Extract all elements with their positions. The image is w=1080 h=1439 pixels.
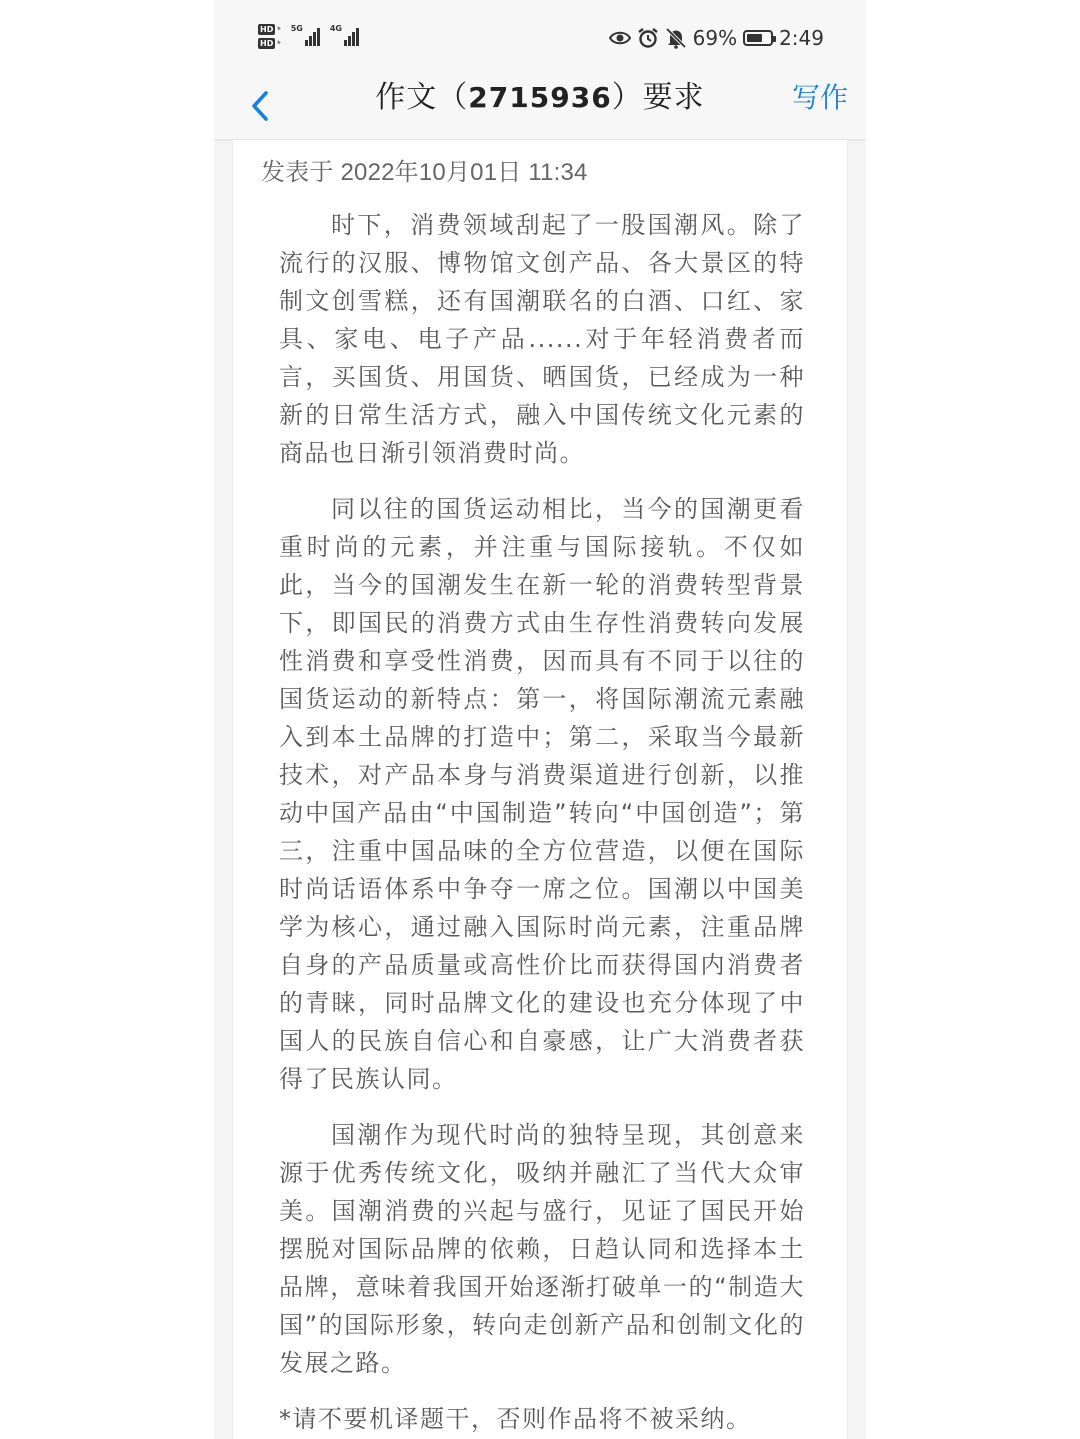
navigation-bar xyxy=(214,74,866,140)
hd-badges xyxy=(258,24,281,49)
mute-bell-icon xyxy=(665,27,687,49)
title-prefix: 作文（ xyxy=(375,80,469,115)
title-suffix: ）要求 xyxy=(611,80,705,115)
post-content xyxy=(279,206,805,1438)
paragraph: 时下，消费领域刮起了一股国潮风。除了流行的汉服、博物馆文创产品、各大景区的特制文创雪糕，还有国潮联名的白酒、口红、家具、家电、电子产品......对于年轻消费者而言，买国货、用国货、晒国货，已经成为一种新的日常生活方式，融入中国传统文化元素的商品也日渐引领消费时尚。 xyxy=(279,211,805,467)
phone-screen xyxy=(214,0,866,1439)
network-indicators xyxy=(258,24,359,49)
hd-badge-2 xyxy=(258,38,281,49)
status-bar xyxy=(214,0,866,74)
alarm-icon xyxy=(637,27,659,49)
post-note: *请不要机译题干，否则作品将不被采纳。 xyxy=(279,1405,752,1433)
page-title xyxy=(214,74,866,122)
hd-label: HD xyxy=(260,25,274,34)
network-type-label: 4G xyxy=(329,24,342,33)
hd-volte-icon: ᵇ xyxy=(277,25,281,34)
title-number: 2715936 xyxy=(468,81,612,114)
network-type-label: 5G xyxy=(290,24,303,33)
clock: 2:49 xyxy=(779,26,824,50)
paragraph: 同以往的国货运动相比，当今的国潮更看重时尚的元素，并注重与国际接轨。不仅如此，当今的国潮发生在新一轮的消费转型背景下，即国民的消费方式由生存性消费转向发展性消费和享受性消费，因而具有不同于以往的国货运动的新特点：第一，将国际潮流元素融入到本土品牌的打造中；第二，采取当今最新技术，对产品本身与消费渠道进行创新，以推动中国产品由“中国制造”转向“中国创造”；第三，注重中国品味的全方位营造，以便在国际时尚话语体系中争夺一席之位。国潮以中国美学为核心，通过融入国际时尚元素，注重品牌自身的产品质量或高性价比而获得国内消费者的青睐，同时品牌文化的建设也充分体现了中国人的民族自信心和自豪感，让广大消费者获得了民族认同。 xyxy=(279,495,805,1093)
post-timestamp: 发表于 2022年10月01日 11:34 xyxy=(261,159,588,186)
write-button[interactable]: 写作 xyxy=(791,81,848,114)
paragraph: 国潮作为现代时尚的独特呈现，其创意来源于优秀传统文化，吸纳并融汇了当代大众审美。国潮消费的兴起与盛行，见证了国民开始摆脱对国际品牌的依赖，日趋认同和选择本土品牌，意味着我国开始逐渐打破单一的“制造大国”的国际形象，转向走创新产品和创制文化的发展之路。 xyxy=(279,1121,805,1377)
battery-icon xyxy=(743,30,773,46)
hd-badge-1 xyxy=(258,24,281,35)
hd-label: HD xyxy=(260,39,274,48)
hd-volte-icon: ᵇ xyxy=(277,39,281,48)
status-indicators xyxy=(609,26,824,50)
signal-strength-icon-2 xyxy=(330,24,359,46)
eye-icon xyxy=(609,27,631,49)
signal-strength-icon-1 xyxy=(291,24,320,46)
battery-fill xyxy=(747,34,762,42)
post-card xyxy=(232,140,848,1439)
battery-percent: 69% xyxy=(692,26,738,50)
